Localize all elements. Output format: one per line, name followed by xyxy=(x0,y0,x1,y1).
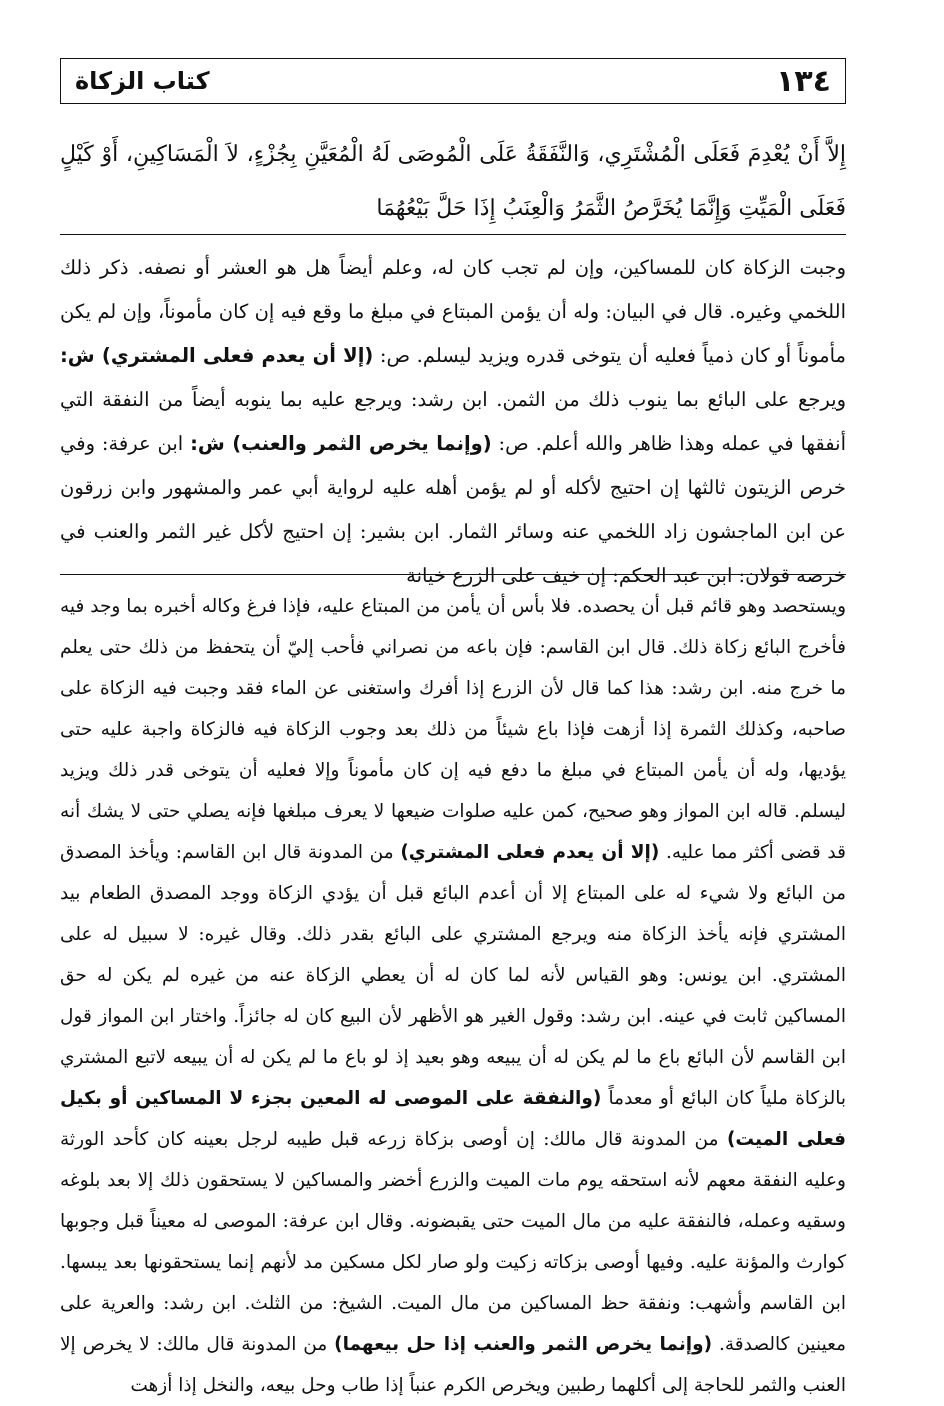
notes-segment: ويستحصد وهو قائم قبل أن يحصده. فلا بأس أن يأمن من المبتاع عليه، فإذا فرغ وكاله أخبره بما وجد فيه فأخرج البائع زكاة ذلك. قال ابن القاسم: فإن باعه من نصراني فأحب إليّ أن يتحفظ من ذلك حتى يعلم ما خرج منه. ابن رشد: هذا كما قال لأن الزرع إذا أفرك واستغنى عن الماء فقد وجبت فيه الزكاة على صاحبه، وكذلك الثمرة إذا أزهت فإذا باع شيئاً من ذلك بعد وجوب الزكاة فيه فالزكاة واجبة عليه حتى يؤديها، وله أن يأمن المبتاع في مبلغ ما دفع فيه إن كان مأموناً وإلا فعليه أن يتوخى قدر ذلك ويزيد ليسلم. قاله ابن المواز وهو صحيح، كمن عليه صلوات ضيعها لا يعرف مبلغها فإنه يصلي حتى لا يشك أنه قد قضى أكثر مما عليه. xyxy=(60,596,846,863)
notes-segment: من المدونة قال مالك: لا يخرص إلا العنب والثمر للحاجة إلى أكلهما رطبين ويخرص الكرم عنباً إذا طاب وحل بيعه، والنخل إذا أزهت xyxy=(60,1334,846,1396)
notes-text xyxy=(60,586,846,1406)
commentary-text xyxy=(60,246,846,598)
matn-text xyxy=(60,128,846,236)
divider-rule xyxy=(60,234,846,235)
page-header xyxy=(60,58,846,104)
notes-paragraph xyxy=(60,586,846,1406)
commentary-segment: وجبت الزكاة كان للمساكين، وإن لم تجب كان له، وعلم أيضاً هل هو العشر أو نصفه. ذكر ذلك اللخمي وغيره. قال في البيان: وله أن يؤمن المبتاع في مبلغ ما وقع فيه إن كان مأموناً، وإن لم يكن مأموناً أو كان ذمياً فعليه أن يتوخى قدره ويزيد ليسلم. ص: xyxy=(60,256,846,367)
commentary-segment: ابن عرفة: وفي خرص الزيتون ثالثها إن احتيج لأكله أو لم يؤمن أهله عليه لرواية أبي عمر والمشهور وابن زرقون عن ابن الماجشون زاد اللخمي عنه وسائر الثمار. ابن بشير: إن احتيج لأكل غير الثمر والعنب في خرصه قولان: ابن عبد الحكم: إن خيف على الزرع خيانة xyxy=(60,432,846,587)
commentary-lemma: (إلا أن يعدم فعلى المشتري) ش: xyxy=(60,344,374,367)
notes-lemma: (والنفقة على الموصى له المعين بجزء لا المساكين أو بكيل فعلى الميت) xyxy=(60,1088,846,1150)
notes-segment: من المدونة قال مالك: إن أوصى بزكاة زرعه قبل طيبه لرجل بعينه كان كأحد الورثة وعليه النفقة معهم لأنه استحقه يوم مات الميت والزرع أخضر والمساكين لا يستحقون ذلك إلا بعد بلوغه وسقيه وعمله، فالنفقة عليه من مال الميت حتى يقبضونه. وقال ابن عرفة: الموصى له معيناً قبل وجوبها كوارث والمؤنة عليه. وفيها أوصى بزكاته زكيت ولو صار لكل مسكين مد لأنهم إنما يستحقونها بعد يبسها. ابن القاسم وأشهب: ونفقة حظ المساكين من مال الميت. الشيخ: من الثلث. ابن رشد: والعرية على معينين كالصدقة. xyxy=(60,1129,846,1355)
notes-lemma: (وإنما يخرص الثمر والعنب إذا حل بيعهما) xyxy=(334,1334,713,1355)
notes-lemma: (إلا أن يعدم فعلى المشتري) xyxy=(400,842,660,863)
book-page xyxy=(60,58,850,1396)
notes-segment: من المدونة قال ابن القاسم: ويأخذ المصدق من البائع ولا شيء له على المبتاع إلا أن أعدم البائع قبل أن يؤدي الزكاة ووجد المصدق الطعام بيد المشتري فإنه يأخذ الزكاة منه ويرجع المشتري على البائع بقدر ذلك. وقال غيره: لا سبيل له على المشتري. ابن يونس: وهو القياس لأنه لما كان له أن يعطي الزكاة عنه من غيره لم يكن له حق المساكين ثابت في عينه. ابن رشد: وقول الغير هو الأظهر لأن البيع كان له جائزاً. واختار ابن المواز قول ابن القاسم لأن البائع باع ما لم يكن له أن يبيعه وهو بعيد إذ لو باع ما لم يكن له أن يبيعه لاتبع المشتري بالزكاة ملياً كان البائع أو معدماً xyxy=(60,842,846,1109)
divider-rule xyxy=(60,574,846,575)
page-number: ١٣٤ xyxy=(776,63,831,99)
matn-paragraph: إِلاَّ أَنْ يُعْدِمَ فَعَلَى الْمُشْتَرِي، وَالنَّفَقَةُ عَلَى الْمُوصَى لَهُ الْمُعَيَّنِ بِجُزْءٍ، لاَ الْمَسَاكِينِ، أَوْ كَيْلٍ فَعَلَى الْمَيِّتِ وَإِنَّمَا يُخَرَّصُ الثَّمَرُ وَالْعِنَبُ إِذَا حَلَّ بَيْعُهُمَا xyxy=(60,142,846,221)
running-title: كتاب الزكاة xyxy=(75,67,210,95)
commentary-paragraph xyxy=(60,246,846,598)
commentary-segment: ويرجع على البائع بما ينوب ذلك من الثمن. ابن رشد: ويرجع عليه بما ينوبه أيضاً من النفقة التي أنفقها في عمله وهذا ظاهر والله أعلم. ص: xyxy=(60,388,846,455)
commentary-lemma: (وإنما يخرص الثمر والعنب) ش: xyxy=(190,432,492,455)
